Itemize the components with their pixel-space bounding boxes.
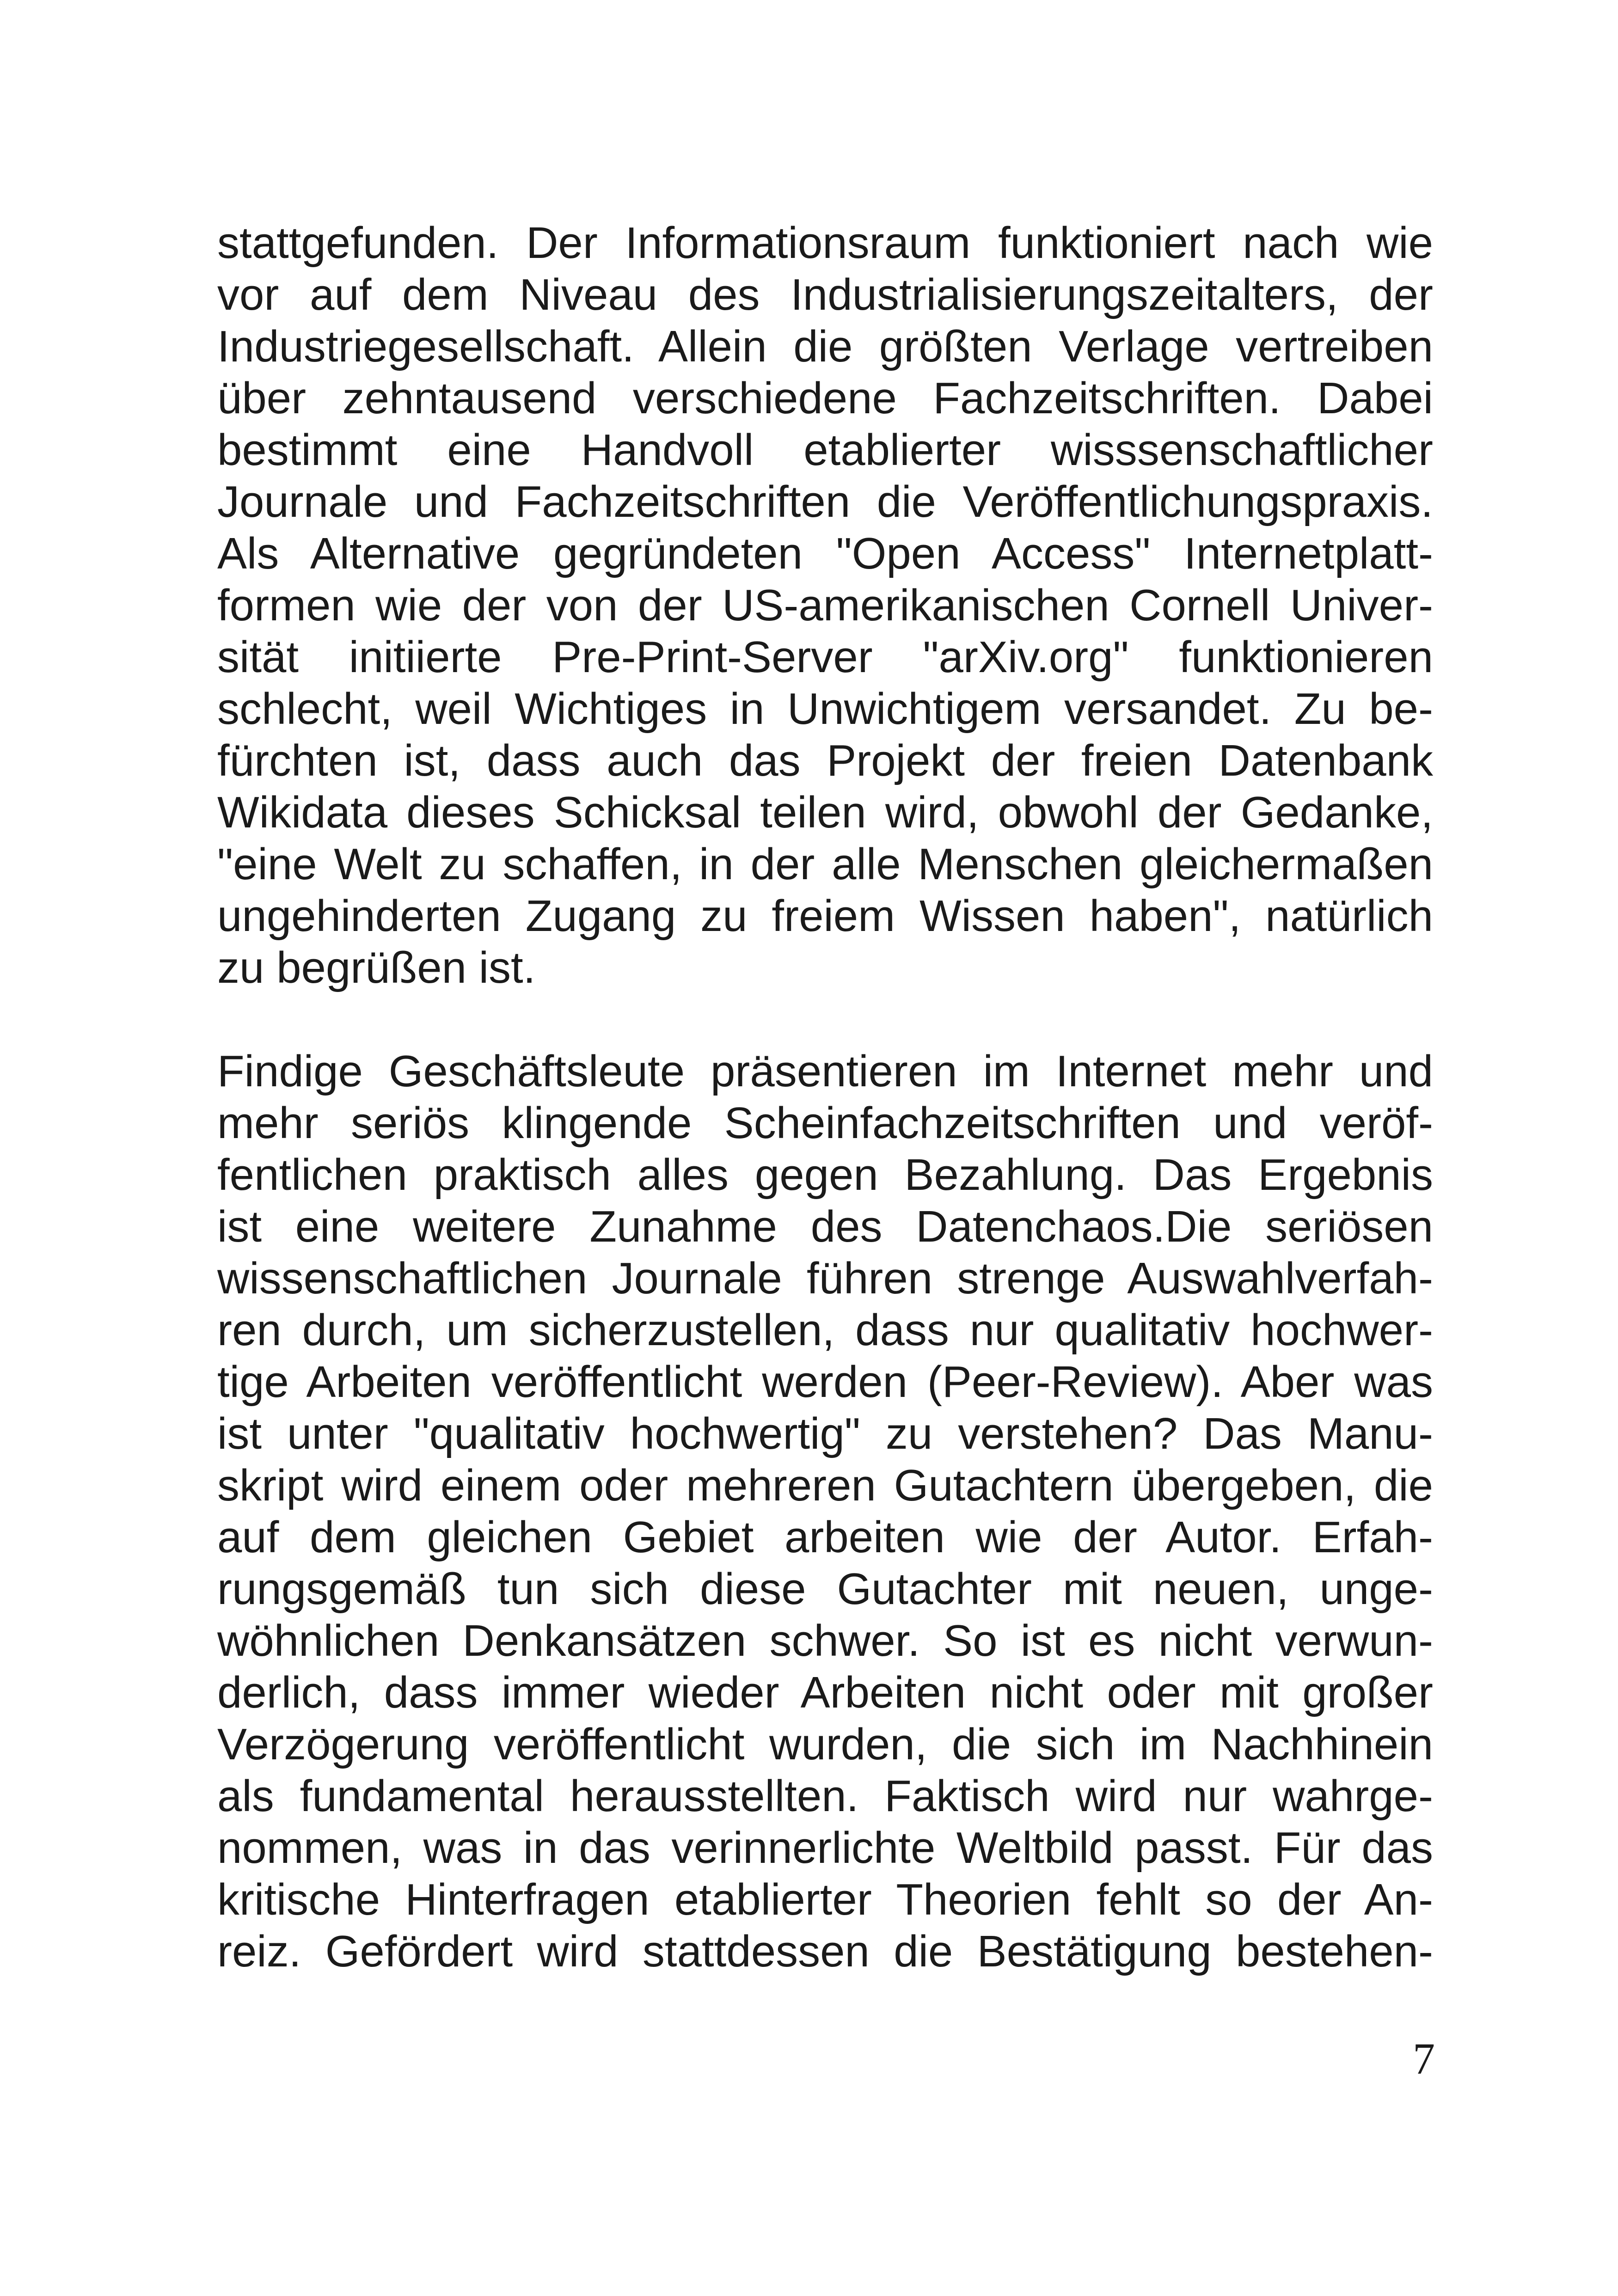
text-line: nommen, was in das verinnerlichte Weltbild passt. Für das [217, 1823, 1433, 1873]
text-line: Journale und Fachzeitschriften die Veröffentlichungspraxis. [217, 477, 1433, 527]
text-line: vor auf dem Niveau des Industrialisierungszeitalters, der [217, 270, 1433, 319]
text-line: tige Arbeiten veröffentlicht werden (Peer-Review). Aber was [217, 1357, 1433, 1407]
page-number: 7 [1413, 2034, 1435, 2083]
text-line: fürchten ist, dass auch das Projekt der freien Datenbank [217, 736, 1433, 785]
text-line: Industriegesellschaft. Allein die größten Verlage vertreiben [217, 322, 1433, 371]
text-line: formen wie der von der US-amerikanischen Cornell Univer- [217, 581, 1433, 630]
text-line: ungehinderten Zugang zu freiem Wissen haben", natürlich [217, 891, 1433, 941]
text-line: skript wird einem oder mehreren Gutachtern übergeben, die [217, 1461, 1433, 1510]
text-line: sität initiierte Pre-Print-Server "arXiv.org" funktionieren [217, 632, 1433, 682]
text-line: Als Alternative gegründeten "Open Access" Internetplatt- [217, 529, 1433, 578]
text-line: stattgefunden. Der Informationsraum funktioniert nach wie [217, 218, 1433, 268]
text-line: wöhnlichen Denkansätzen schwer. So ist es nicht verwun- [217, 1616, 1433, 1665]
text-line: kritische Hinterfragen etablierter Theorien fehlt so der An- [217, 1875, 1433, 1924]
body-text [217, 217, 1433, 1978]
text-line: ist unter "qualitativ hochwertig" zu verstehen? Das Manu- [217, 1409, 1433, 1458]
text-line: ist eine weitere Zunahme des Datenchaos.Die seriösen [217, 1202, 1433, 1251]
text-line: wissenschaftlichen Journale führen strenge Auswahlverfah- [217, 1254, 1433, 1303]
text-line: als fundamental herausstellten. Faktisch wird nur wahrge- [217, 1771, 1433, 1821]
paragraph-2 [217, 1046, 1433, 1978]
text-line: Verzögerung veröffentlicht wurden, die sich im Nachhinein [217, 1720, 1433, 1769]
text-line: derlich, dass immer wieder Arbeiten nicht oder mit großer [217, 1668, 1433, 1717]
text-line: fentlichen praktisch alles gegen Bezahlung. Das Ergebnis [217, 1150, 1433, 1200]
paragraph-1 [217, 217, 1433, 994]
text-line: reiz. Gefördert wird stattdessen die Bestätigung bestehen- [217, 1927, 1433, 1976]
text-line: schlecht, weil Wichtiges in Unwichtigem versandet. Zu be- [217, 684, 1433, 734]
text-line: über zehntausend verschiedene Fachzeitschriften. Dabei [217, 373, 1433, 423]
text-line: ren durch, um sicherzustellen, dass nur qualitativ hochwer- [217, 1305, 1433, 1355]
text-line: Wikidata dieses Schicksal teilen wird, obwohl der Gedanke, [217, 788, 1433, 837]
text-line: "eine Welt zu schaffen, in der alle Menschen gleichermaßen [217, 839, 1433, 889]
text-line: Findige Geschäftsleute präsentieren im Internet mehr und [217, 1047, 1433, 1096]
text-line: bestimmt eine Handvoll etablierter wisssenschaftlicher [217, 425, 1433, 475]
text-line: rungsgemäß tun sich diese Gutachter mit neuen, unge- [217, 1564, 1433, 1614]
text-line: zu begrüßen ist. [217, 943, 536, 992]
text-line: auf dem gleichen Gebiet arbeiten wie der Autor. Erfah- [217, 1512, 1433, 1562]
text-line: mehr seriös klingende Scheinfachzeitschriften und veröf- [217, 1098, 1433, 1148]
